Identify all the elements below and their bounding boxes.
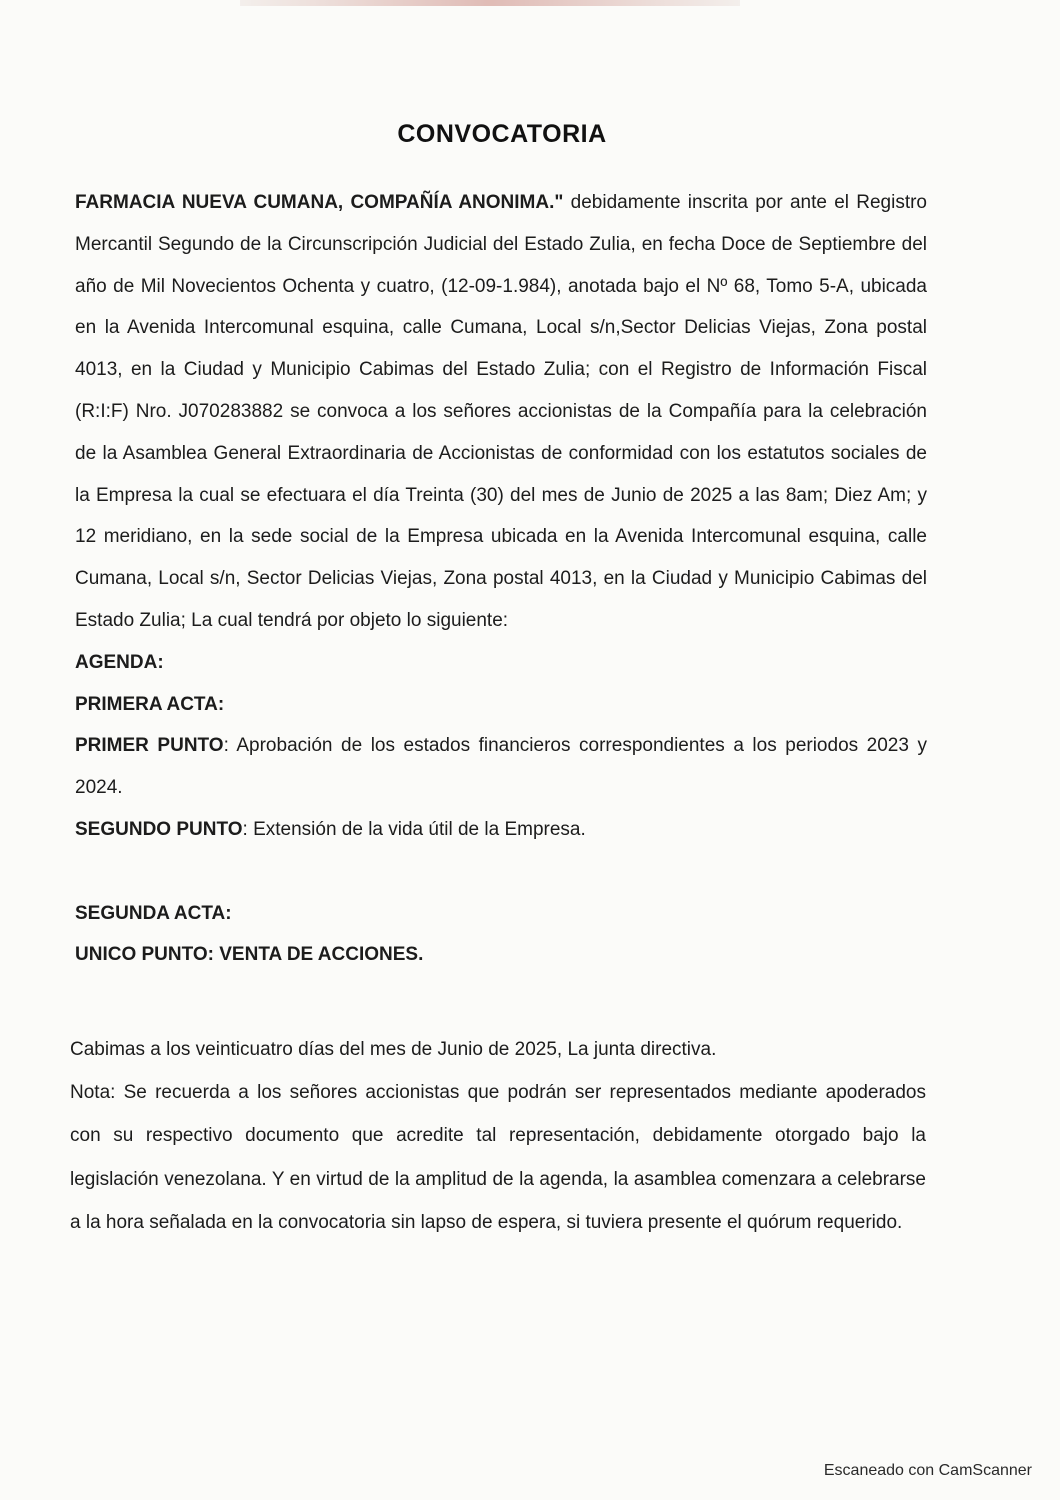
closing-block [70, 1028, 926, 1244]
section-spacer [75, 851, 927, 893]
agenda-point-1 [75, 725, 927, 809]
point-1-text: : Aprobación de los estados financieros correspondientes a los periodos 2023 y 2024. [75, 735, 927, 799]
point-1-label: PRIMER PUNTO [75, 735, 224, 757]
intro-paragraph [75, 182, 927, 642]
point-2-label: SEGUNDO PUNTO [75, 818, 243, 840]
note-paragraph: Nota: Se recuerda a los señores accionistas que podrán ser representados mediante apoderados con su respectivo documento que acredite tal representación, debidamente otorgado bajo la legislación venezolana. Y en virtud de la amplitud de la agenda, la asamblea comenzara a celebrarse a la hora señalada en la convocatoria sin lapso de espera, si tuviera presente el quórum requerido. [70, 1082, 926, 1233]
closing-line: Cabimas a los veinticuatro días del mes de Junio de 2025, La junta directiva. [70, 1039, 717, 1060]
agenda-heading: AGENDA: [75, 651, 164, 673]
intro-text: debidamente inscrita por ante el Registro Mercantil Segundo de la Circunscripción Judicial del Estado Zulia, en fecha Doce de Septiembre del año de Mil Novecientos Ochenta y cuatro, (12-09-1.984), anotada bajo el Nº 68, Tomo 5-A, ubicada en la Avenida Intercomunal esquina, calle Cumana, Local s/n,Sector Delicias Viejas, Zona postal 4013, en la Ciudad y Municipio Cabimas del Estado Zulia; con el Registro de Información Fiscal (R:I:F) Nro. J070283882 se convoca a los señores accionistas de la Compañía para la celebración de la Asamblea General Extraordinaria de Accionistas de conformidad con los estatutos sociales de la Empresa la cual se efectuara el día Treinta (30) del mes de Junio de 2025 a las 8am; Diez Am; y 12 meridiano, en la sede social de la Empresa ubicada en la Avenida Intercomunal esquina, calle Cumana, Local s/n, Sector Delicias Viejas, Zona postal 4013, en la Ciudad y Municipio Cabimas del Estado Zulia; La cual tendrá por objeto lo siguiente: [75, 192, 927, 631]
point-2-text: : Extensión de la vida útil de la Empresa. [242, 818, 586, 840]
scanner-watermark: Escaneado con CamScanner [823, 1462, 1032, 1479]
agenda-point-2 [75, 809, 927, 851]
unico-punto: UNICO PUNTO: VENTA DE ACCIONES. [75, 944, 424, 966]
page-title: CONVOCATORIA [397, 119, 607, 148]
scan-edge-artifact [240, 0, 740, 6]
company-name: FARMACIA NUEVA CUMANA, COMPAÑÍA ANONIMA." [75, 192, 564, 213]
document-body [75, 182, 927, 976]
segunda-acta-heading: SEGUNDA ACTA: [75, 902, 232, 924]
primera-acta-heading: PRIMERA ACTA: [75, 693, 225, 715]
